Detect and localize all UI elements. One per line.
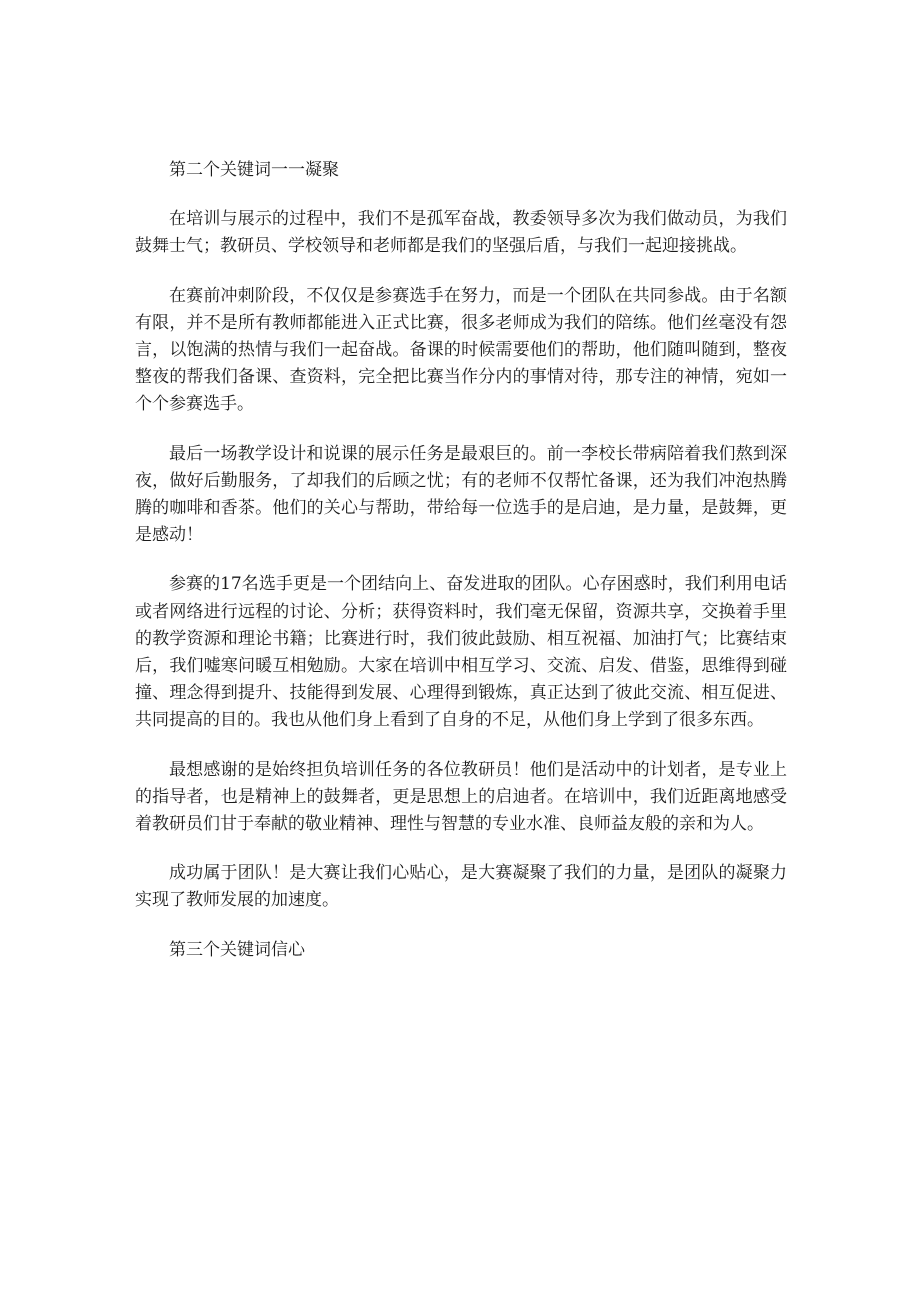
section-heading-confidence: 第三个关键词信心 — [169, 939, 305, 960]
paragraph-4: 参赛的17名选手更是一个团结向上、奋发进取的团队。心存困惑时，我们利用电话或者网络进行远程的讨论、分析；获得资料时，我们毫无保留，资源共享，交换着手里的教学资源和理论书籍；比赛进行时，我们彼此鼓励、相互祝福、加油打气；比赛结束后，我们嘘寒问暖互相勉励。大家在培训中相互学习、交流、启发、借鉴，思维得到碰撞、理念得到提升、技能得到发展、心理得到锻炼，真正达到了彼此交流、相互促进、共同提高的目的。我也从他们身上看到了自身的不足，从他们身上学到了很多东西。 — [135, 574, 787, 731]
paragraph-3: 最后一场教学设计和说课的展示任务是最艰巨的。前一李校长带病陪着我们熬到深夜，做好后勤服务，了却我们的后顾之忧；有的老师不仅帮忙备课，还为我们冲泡热腾腾的咖啡和香茶。他们的关心与帮助，带给每一位选手的是启迪，是力量，是鼓舞，更是感动！ — [135, 443, 787, 546]
paragraph-2: 在赛前冲刺阶段，不仅仅是参赛选手在努力，而是一个团队在共同参战。由于名额有限，并不是所有教师都能进入正式比赛，很多老师成为我们的陪练。他们丝毫没有怨言，以饱满的热情与我们一起奋战。备课的时候需要他们的帮助，他们随叫随到，整夜整夜的帮我们备课、查资料，完全把比赛当作分内的事情对待，那专注的神情，宛如一个个参赛选手。 — [135, 285, 787, 415]
section-heading-cohesion: 第二个关键词一一凝聚 — [169, 160, 339, 180]
paragraph-6: 成功属于团队！是大赛让我们心贴心，是大赛凝聚了我们的力量，是团队的凝聚力实现了教师发展的加速度。 — [135, 863, 787, 911]
document-body — [135, 157, 787, 986]
paragraph-5: 最想感谢的是始终担负培训任务的各位教研员！他们是活动中的计划者，是专业上的指导者，也是精神上的鼓舞者，更是思想上的启迪者。在培训中，我们近距离地感受着教研员们甘于奉献的敬业精神、理性与智慧的专业水准、良师益友般的亲和为人。 — [135, 759, 787, 835]
paragraph-1: 在培训与展示的过程中，我们不是孤军奋战，教委领导多次为我们做动员，为我们鼓舞士气；教研员、学校领导和老师都是我们的坚强后盾，与我们一起迎接挑战。 — [135, 209, 787, 257]
